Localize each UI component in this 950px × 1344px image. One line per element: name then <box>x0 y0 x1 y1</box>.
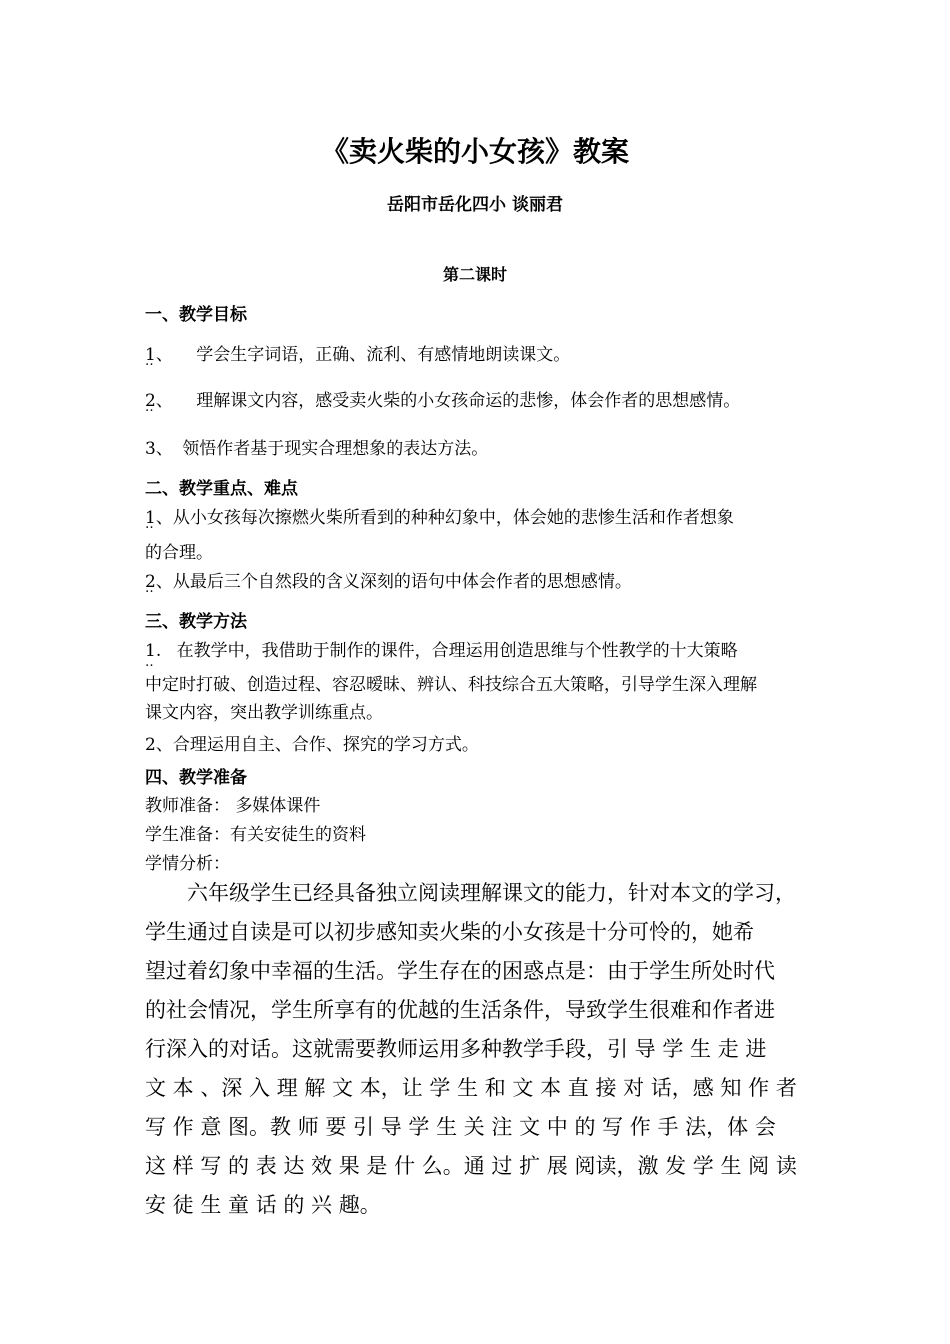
author-line: 岳阳市岳化四小 谈丽君 <box>387 195 563 215</box>
item-text: 在教学中，我借助于制作的课件，合理运用创造思维与个性教学的十大策略 <box>176 641 738 661</box>
item-text: 从最后三个自然段的含义深刻的语句中体会作者的思想感情。 <box>172 572 632 592</box>
analysis-line-4: 的社会情况，学生所享有的优越的生活条件，导致学生很难和作者进 <box>145 998 775 1022</box>
item-text: 学会生字词语，正确、流利、有感情地朗读课文。 <box>196 345 571 365</box>
analysis-line-9: 安 徒 生 童 话 的 兴 趣。 <box>145 1193 381 1217</box>
section-heading-key-points: 二、教学重点、难点 <box>145 479 298 499</box>
method-item-2: 2、合理运用自主、合作、探究的学习方式。 <box>145 735 479 755</box>
section-heading-objectives: 一、教学目标 <box>145 305 247 325</box>
lesson-heading: 第二课时 <box>442 265 507 284</box>
analysis-line-5: 行深入的对话。这就需要教师运用多种教学手段，引 导 学 生 走 进 <box>145 1037 767 1061</box>
objective-item-2 <box>145 386 740 411</box>
item-text: 从小女孩每次擦燃火柴所看到的种种幻象中，体会她的悲惨生活和作者想象 <box>172 508 734 528</box>
analysis-line-6: 文 本 、深 入 理 解 文 本，让 学 生 和 文 本 直 接 对 话，感 知 作 者 <box>145 1076 797 1100</box>
item-number: 3、 <box>145 439 173 459</box>
section-heading-methods: 三、教学方法 <box>145 612 247 632</box>
student-preparation: 学生准备：有关安徒生的资料 <box>145 825 366 845</box>
analysis-line-2: 学生通过自读是可以初步感知卖火柴的小女孩是十分可怜的，她希 <box>145 920 754 944</box>
item-number: 1、 ‥ <box>145 340 173 365</box>
section-heading-preparation: 四、教学准备 <box>145 768 247 788</box>
item-number: 1、 ‥ <box>145 503 173 528</box>
item-number: 2、 ‥ <box>145 567 173 592</box>
analysis-line-7: 写 作 意 图。教 师 要 引 导 学 生 关 注 文 中 的 写 作 手 法，体 会 <box>145 1115 776 1139</box>
analysis-line-1: 六年级学生已经具备独立阅读理解课文的能力，针对本文的学习， <box>187 881 796 905</box>
item-text: 领悟作者基于现实合理想象的表达方法。 <box>182 439 489 459</box>
key-point-item-2 <box>145 567 632 592</box>
analysis-line-3: 望过着幻象中幸福的生活。学生存在的困惑点是：由于学生所处时代 <box>145 959 775 983</box>
objective-item-3 <box>145 434 488 459</box>
method-item-1 <box>145 636 738 661</box>
document-title: 《卖火柴的小女孩》教案 <box>320 135 629 168</box>
analysis-line-8: 这 样 写 的 表 达 效 果 是 什 么。通 过 扩 展 阅读，激 发 学 生 阅 读 <box>145 1154 797 1178</box>
method-item-1-line-2: 中定时打破、创造过程、容忍暧昧、辨认、科技综合五大策略，引导学生深入理解 <box>145 675 757 695</box>
item-number: 1. ‥ <box>145 641 161 661</box>
method-item-1-line-3: 课文内容，突出教学训练重点。 <box>145 703 383 723</box>
objective-item-1 <box>145 340 570 365</box>
key-point-item-1-continued: 的合理。 <box>145 543 213 563</box>
item-number: 2、 ‥ <box>145 386 173 411</box>
teacher-preparation: 教师准备： 多媒体课件 <box>145 796 321 816</box>
analysis-label: 学情分析： <box>145 854 230 874</box>
key-point-item-1 <box>145 503 734 528</box>
item-text: 理解课文内容，感受卖火柴的小女孩命运的悲惨，体会作者的思想感情。 <box>196 391 741 411</box>
